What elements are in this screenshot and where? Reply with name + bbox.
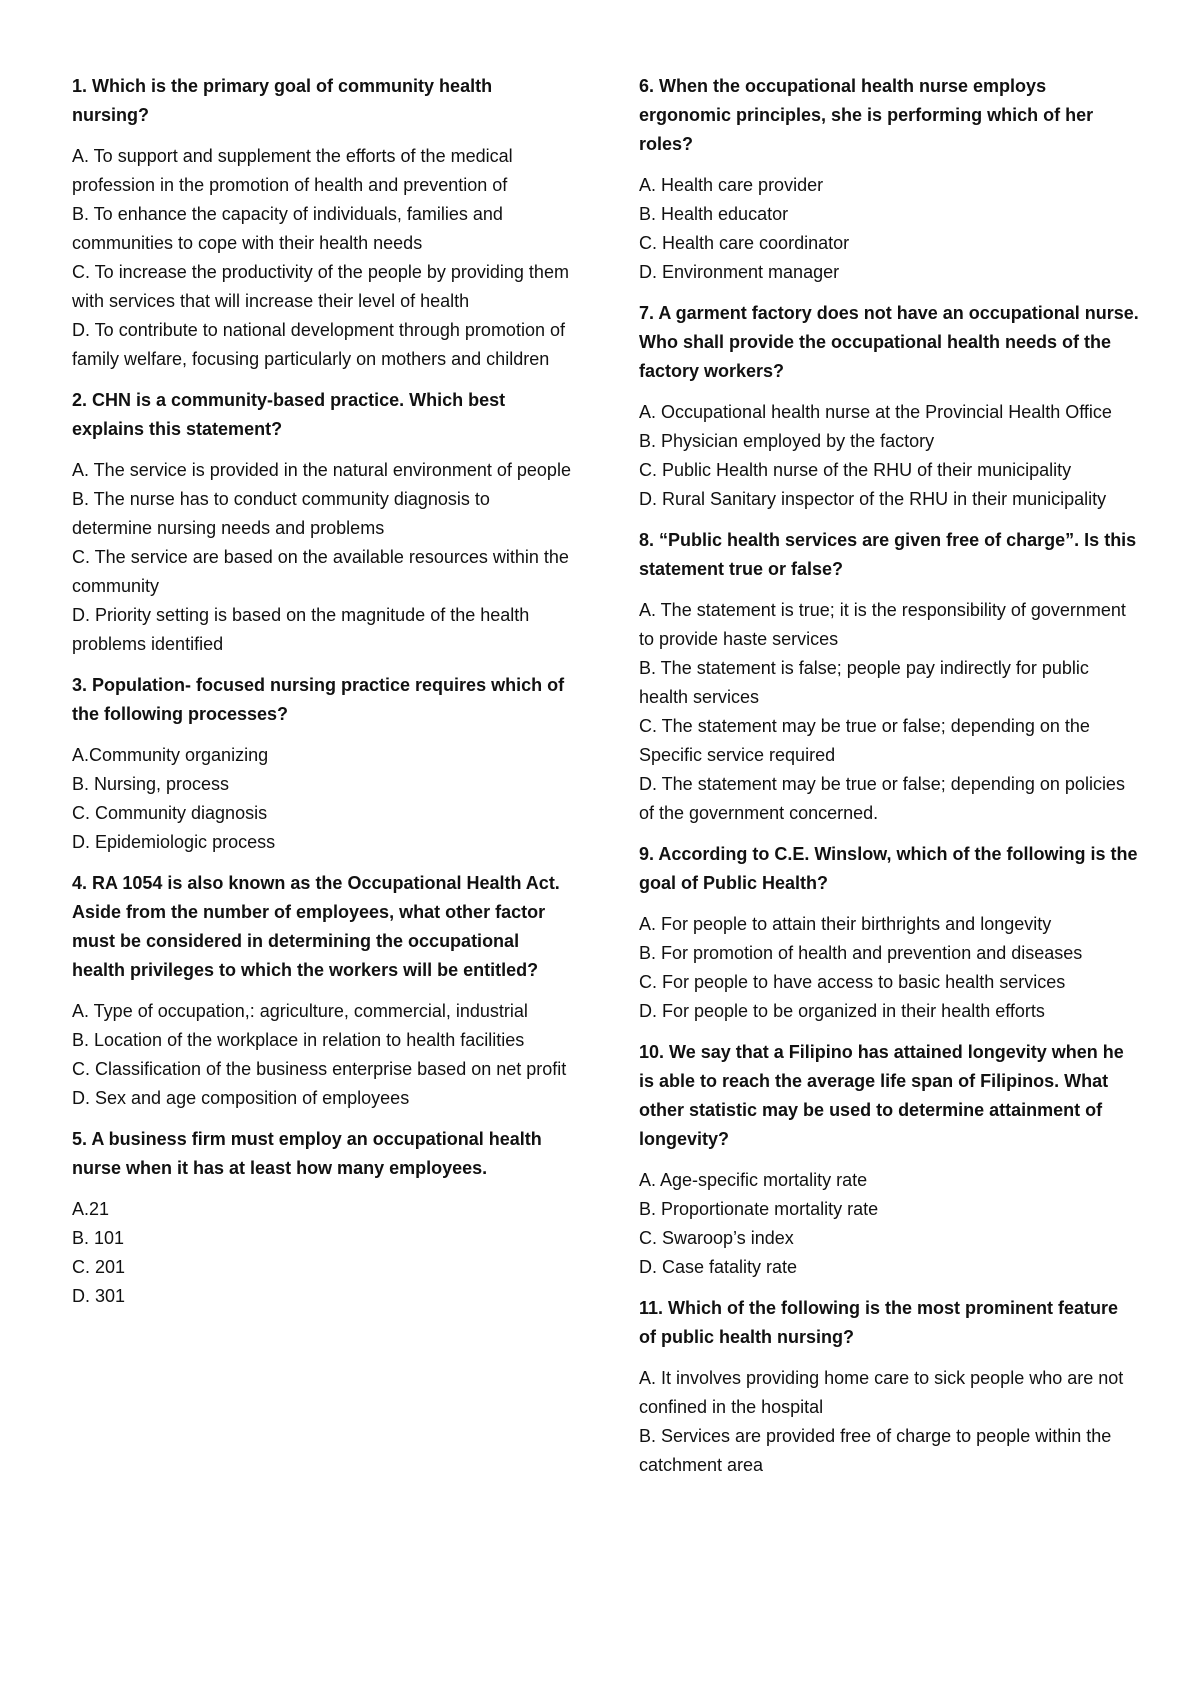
option-c: C. Public Health nurse of the RHU of their municipality [639, 460, 1072, 480]
option-b: B. Proportionate mortality rate [639, 1199, 879, 1219]
option-d: D. Sex and age composition of employees [72, 1088, 410, 1108]
option-d: D. Epidemiologic process [72, 832, 276, 852]
option-d: D. Environment manager [639, 262, 840, 282]
option-b: B. Nursing, process [72, 774, 230, 794]
option-c: C. 201 [72, 1257, 126, 1277]
option-a: A. Occupational health nurse at the Provincial Health Office [639, 402, 1112, 422]
option-a: A. To support and supplement the efforts of the medical profession in the promotion of health and prevention of [72, 146, 513, 195]
question-8 [639, 526, 1139, 828]
option-a: A. Age-specific mortality rate [639, 1170, 868, 1190]
question-3 [72, 671, 572, 857]
option-a: A. The statement is true; it is the responsibility of government to provide haste services [639, 600, 1126, 649]
question-11 [639, 1294, 1139, 1480]
option-b: B. Services are provided free of charge to people within the catchment area [639, 1426, 1112, 1475]
right-column [639, 72, 1139, 1492]
option-b: B. The statement is false; people pay indirectly for public health services [639, 658, 1089, 707]
question-6 [639, 72, 1139, 287]
option-d: D. To contribute to national development through promotion of family welfare, focusing particularly on mothers and children [72, 320, 565, 369]
question-9 [639, 840, 1139, 1026]
option-b: B. To enhance the capacity of individuals, families and communities to cope with their health needs [72, 204, 503, 253]
option-a: A.Community organizing [72, 745, 269, 765]
question-text: 8. “Public health services are given free of charge”. Is this statement true or false? [639, 530, 1137, 579]
option-b: B. For promotion of health and prevention and diseases [639, 943, 1083, 963]
question-text: 2. CHN is a community-based practice. Which best explains this statement? [72, 390, 506, 439]
option-d: D. 301 [72, 1286, 126, 1306]
option-b: B. Health educator [639, 204, 789, 224]
option-d: D. The statement may be true or false; depending on policies of the government concerned. [639, 774, 1125, 823]
option-a: A. It involves providing home care to sick people who are not confined in the hospital [639, 1368, 1124, 1417]
option-c: C. Health care coordinator [639, 233, 850, 253]
option-c: C. The service are based on the available resources within the community [72, 547, 569, 596]
question-10 [639, 1038, 1139, 1282]
question-2 [72, 386, 572, 659]
left-column [72, 72, 572, 1323]
option-b: B. The nurse has to conduct community diagnosis to determine nursing needs and problems [72, 489, 490, 538]
question-text: 5. A business firm must employ an occupational health nurse when it has at least how many employees. [72, 1129, 542, 1178]
question-text: 9. According to C.E. Winslow, which of the following is the goal of Public Health? [639, 844, 1138, 893]
option-d: D. Priority setting is based on the magnitude of the health problems identified [72, 605, 530, 654]
question-text: 6. When the occupational health nurse employs ergonomic principles, she is performing which of her roles? [639, 76, 1094, 154]
option-a: A.21 [72, 1199, 110, 1219]
question-1 [72, 72, 572, 374]
option-b: B. Location of the workplace in relation to health facilities [72, 1030, 525, 1050]
option-d: D. Rural Sanitary inspector of the RHU in their municipality [639, 489, 1107, 509]
option-c: C. To increase the productivity of the people by providing them with services that will increase their level of health [72, 262, 569, 311]
option-c: C. Classification of the business enterprise based on net profit [72, 1059, 567, 1079]
question-text: 7. A garment factory does not have an occupational nurse. Who shall provide the occupational health needs of the factory workers? [639, 303, 1139, 381]
option-a: A. Type of occupation,: agriculture, commercial, industrial [72, 1001, 528, 1021]
option-a: A. Health care provider [639, 175, 824, 195]
option-b: B. 101 [72, 1228, 125, 1248]
question-text: 10. We say that a Filipino has attained longevity when he is able to reach the average life span of Filipinos. What other statistic may be used to determine attainment of longevity? [639, 1042, 1124, 1149]
question-text: 3. Population- focused nursing practice requires which of the following processes? [72, 675, 565, 724]
question-5 [72, 1125, 572, 1311]
question-text: 11. Which of the following is the most prominent feature of public health nursing? [639, 1298, 1119, 1347]
option-b: B. Physician employed by the factory [639, 431, 935, 451]
option-a: A. For people to attain their birthrights and longevity [639, 914, 1052, 934]
option-c: C. Swaroop’s index [639, 1228, 794, 1248]
option-c: C. The statement may be true or false; depending on the Specific service required [639, 716, 1090, 765]
question-7 [639, 299, 1139, 514]
option-c: C. For people to have access to basic health services [639, 972, 1066, 992]
question-text: 1. Which is the primary goal of community health nursing? [72, 76, 493, 125]
question-text: 4. RA 1054 is also known as the Occupational Health Act. Aside from the number of employees, what other factor must be considered in determining the occupational health privileges to which the workers will be entitled? [72, 873, 560, 980]
option-c: C. Community diagnosis [72, 803, 268, 823]
option-d: D. For people to be organized in their health efforts [639, 1001, 1045, 1021]
question-4 [72, 869, 572, 1113]
option-a: A. The service is provided in the natural environment of people [72, 460, 571, 480]
option-d: D. Case fatality rate [639, 1257, 798, 1277]
